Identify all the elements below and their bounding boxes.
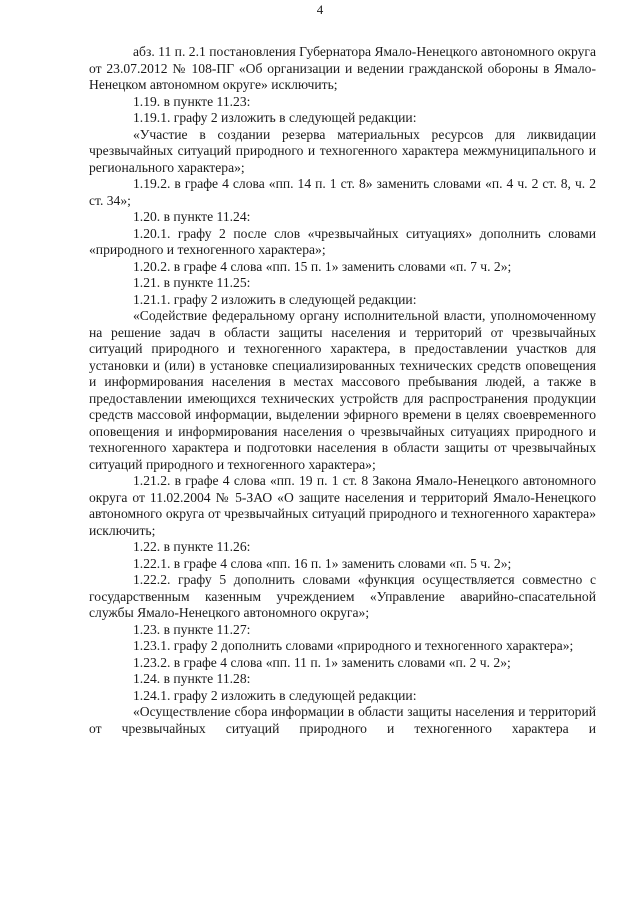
paragraph: 1.19.1. графу 2 изложить в следующей редакции:	[133, 110, 417, 125]
document-body	[89, 44, 596, 737]
paragraph: 1.24.1. графу 2 изложить в следующей редакции:	[133, 687, 417, 703]
paragraph: 1.22. в пункте 11.26:	[133, 539, 251, 554]
paragraph: 1.19.2. в графе 4 слова «пп. 14 п. 1 ст. 8» заменить словами «п. 4 ч. 2 ст. 8, ч. 2 ст. 34»;	[89, 176, 596, 208]
paragraph: 1.21.1. графу 2 изложить в следующей редакции:	[133, 291, 417, 307]
paragraph: «Осуществление сбора информации в области защиты населения и территорий от чрезвычайных ситуаций природного и техногенного характера и	[89, 704, 596, 736]
paragraph: абз. 11 п. 2.1 постановления Губернатора Ямало-Ненецкого автономного округа от 23.07.2012 № 108-ПГ «Об организации и ведении гражданской обороны в Ямало-Ненецком автономном округе» исключить;	[89, 44, 596, 92]
paragraph: 1.22.2. графу 5 дополнить словами «функция осуществляется совместно с государственным казенным учреждением «Управление аварийно-спасательной службы Ямало-Ненецкого автономного округа»;	[89, 572, 596, 620]
paragraph: 1.20.2. в графе 4 слова «пп. 15 п. 1» заменить словами «п. 7 ч. 2»;	[133, 258, 512, 274]
paragraph: «Участие в создании резерва материальных ресурсов для ликвидации чрезвычайных ситуаций природного и техногенного характера межмуниципального и регионального характера»;	[89, 126, 596, 175]
paragraph: 1.23.2. в графе 4 слова «пп. 11 п. 1» заменить словами «п. 2 ч. 2»;	[133, 654, 511, 670]
paragraph: 1.22.1. в графе 4 слова «пп. 16 п. 1» заменить словами «п. 5 ч. 2»;	[133, 555, 512, 571]
paragraph: 1.21.2. в графе 4 слова «пп. 19 п. 1 ст. 8 Закона Ямало-Ненецкого автономного округа от 11.02.2004 № 5-ЗАО «О защите населения и территорий Ямало-Ненецкого автономного округа от чрезвычайных ситуаций природного и техногенного характера» исключить;	[89, 473, 596, 538]
paragraph: 1.23. в пункте 11.27:	[133, 621, 251, 637]
paragraph: 1.20. в пункте 11.24:	[133, 209, 251, 224]
paragraph: 1.19. в пункте 11.23:	[133, 93, 251, 109]
paragraph: 1.23.1. графу 2 дополнить словами «природного и техногенного характера»;	[133, 638, 574, 653]
paragraph: 1.20.1. графу 2 после слов «чрезвычайных ситуациях» дополнить словами «природного и техногенного характера»;	[89, 225, 596, 257]
paragraph: 1.21. в пункте 11.25:	[133, 275, 251, 290]
page-number: 4	[316, 2, 324, 17]
paragraph: «Содействие федеральному органу исполнительной власти, уполномоченному на решение задач в области защиты населения и территорий от чрезвычайных ситуаций природного и техногенного характера, в предоставлении участков для установки и (или) в установке специализированных технических средств оповещения и информирования населения в местах массового пребывания людей, а также в предоставлении имеющихся технических устройств для распространения продукции средств массовой информации, выделении эфирного времени в целях своевременного оповещения и информирования населения о чрезвычайных ситуациях природного и техногенного характера и подготовки населения в области защиты от чрезвычайных ситуаций природного и техногенного характера»;	[89, 308, 596, 472]
paragraph: 1.24. в пункте 11.28:	[133, 671, 251, 686]
